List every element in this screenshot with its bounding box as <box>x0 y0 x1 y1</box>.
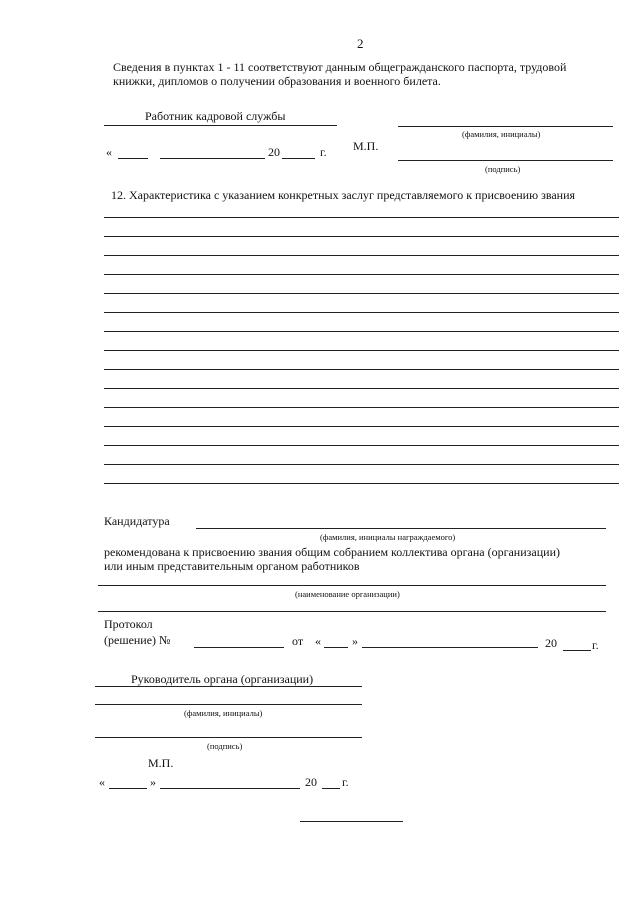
hr-signature-caption: (подпись) <box>485 164 521 174</box>
org-name-line <box>98 585 606 586</box>
characteristic-line <box>104 274 619 275</box>
hr-date-year-suffix: г. <box>320 145 327 159</box>
head-name-caption: (фамилия, инициалы) <box>184 708 263 718</box>
head-date-year-suffix: г. <box>342 775 349 789</box>
intro-line-1: Сведения в пунктах 1 - 11 соответствуют данным общегражданского паспорта, трудовой <box>113 60 567 74</box>
hr-date-year-prefix: 20 <box>268 145 280 159</box>
characteristic-line <box>104 331 619 332</box>
hr-date-year-line <box>282 158 315 159</box>
head-title-line <box>95 686 362 687</box>
candidacy-name-line <box>196 528 606 529</box>
protocol-number-line <box>194 647 284 648</box>
candidacy-label: Кандидатура <box>104 514 170 528</box>
hr-name-line <box>398 126 613 127</box>
footer-divider <box>300 821 403 822</box>
hr-title-line <box>104 125 337 126</box>
head-date-day-line <box>109 788 147 789</box>
page-number: 2 <box>357 36 364 51</box>
head-date-month-line <box>160 788 300 789</box>
candidacy-name-caption: (фамилия, инициалы награждаемого) <box>320 532 456 542</box>
hr-name-caption: (фамилия, инициалы) <box>462 129 541 139</box>
head-signature-caption: (подпись) <box>207 741 243 751</box>
protocol-decision-label: (решение) № <box>104 633 171 647</box>
head-date-quote-close: » <box>150 775 156 789</box>
characteristic-line <box>104 388 619 389</box>
hr-date-month-line <box>160 158 265 159</box>
protocol-day-line <box>324 647 348 648</box>
head-date-year-prefix: 20 <box>305 775 317 789</box>
head-title: Руководитель органа (организации) <box>131 672 314 686</box>
protocol-year-suffix: г. <box>592 638 599 652</box>
protocol-from: от <box>292 634 304 648</box>
candidacy-line-2: или иным представительным органом работников <box>104 559 360 573</box>
characteristic-line <box>104 217 619 218</box>
head-seal: М.П. <box>148 756 174 770</box>
org-name-caption: (наименование организации) <box>295 589 400 599</box>
head-date-year-line <box>322 788 340 789</box>
characteristic-line <box>104 464 619 465</box>
characteristic-line <box>104 369 619 370</box>
characteristic-line <box>104 483 619 484</box>
protocol-year-prefix: 20 <box>545 636 557 650</box>
hr-title: Работник кадровой службы <box>145 109 286 123</box>
characteristic-line <box>104 445 619 446</box>
head-name-line <box>95 704 362 705</box>
characteristic-line <box>104 236 619 237</box>
intro-line-2: книжки, дипломов о получении образования и военного билета. <box>113 74 441 88</box>
characteristic-line <box>104 312 619 313</box>
head-signature-line <box>95 737 362 738</box>
protocol-month-line <box>362 647 538 648</box>
org-name-line-2 <box>98 611 606 612</box>
characteristic-line <box>104 426 619 427</box>
candidacy-line-1: рекомендована к присвоению звания общим собранием коллектива органа (организации) <box>104 545 560 559</box>
hr-signature-line <box>398 160 613 161</box>
protocol-quote-open: « <box>315 634 321 648</box>
protocol-quote-close: » <box>352 634 358 648</box>
hr-seal: М.П. <box>353 139 379 153</box>
protocol-label: Протокол <box>104 617 153 631</box>
protocol-year-line <box>563 650 591 651</box>
characteristic-line <box>104 350 619 351</box>
hr-date-quote: « <box>106 145 112 159</box>
characteristic-line <box>104 255 619 256</box>
hr-date-day-line <box>118 158 148 159</box>
characteristic-line <box>104 407 619 408</box>
head-date-quote-open: « <box>99 775 105 789</box>
section12-heading: 12. Характеристика с указанием конкретных заслуг представляемого к присвоению звания <box>111 188 576 202</box>
characteristic-line <box>104 293 619 294</box>
